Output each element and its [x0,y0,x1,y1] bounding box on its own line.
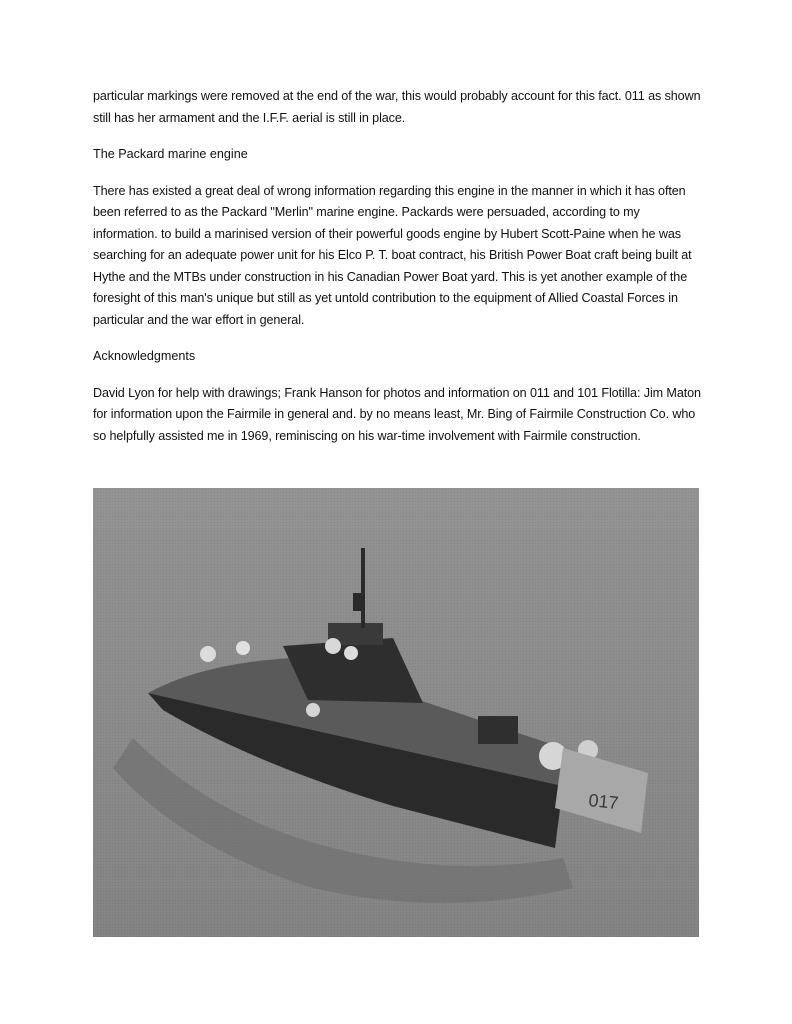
paragraph-intro: particular markings were removed at the end of the war, this would probably account for this fact. 011 as shown still has her armament and the I.F.F. aerial is still in place. [93,89,701,125]
document-page [93,86,703,462]
heading-acknowledgments: Acknowledgments [93,349,196,363]
hull-number: 017 [587,790,620,814]
heading-packard-engine: The Packard marine engine [93,147,248,161]
mast [361,548,365,628]
paragraph-packard-engine: There has existed a great deal of wrong information regarding this engine in the manner in which it has often been referred to as the Packard "Merlin" marine engine. Packards were persuaded, according to my information. to build a marinised version of their powerful goods engine by Hubert Scott-Paine when he was searching for an adequate power unit for his Elco P. T. boat contract, his British Power Boat craft being built at Hythe and the MTBs under construction in his Canadian Power Boat yard. This is yet another example of the foresight of this man's unique but still as yet untold contribution to the equipment of Allied Coastal Forces in particular and the war effort in general. [93,183,692,327]
boat-photo [93,488,699,937]
paragraph-acknowledgments: David Lyon for help with drawings; Frank Hanson for photos and information on 011 and 101 Flotilla: Jim Maton for information upon the Fairmile in general and. by no means least, Mr. Bing of Fairmile Construction Co. who so helpfully assisted me in 1969, reminiscing on his war-time involvement with Fairmile construction. [93,385,701,443]
boat-illustration [93,488,699,937]
